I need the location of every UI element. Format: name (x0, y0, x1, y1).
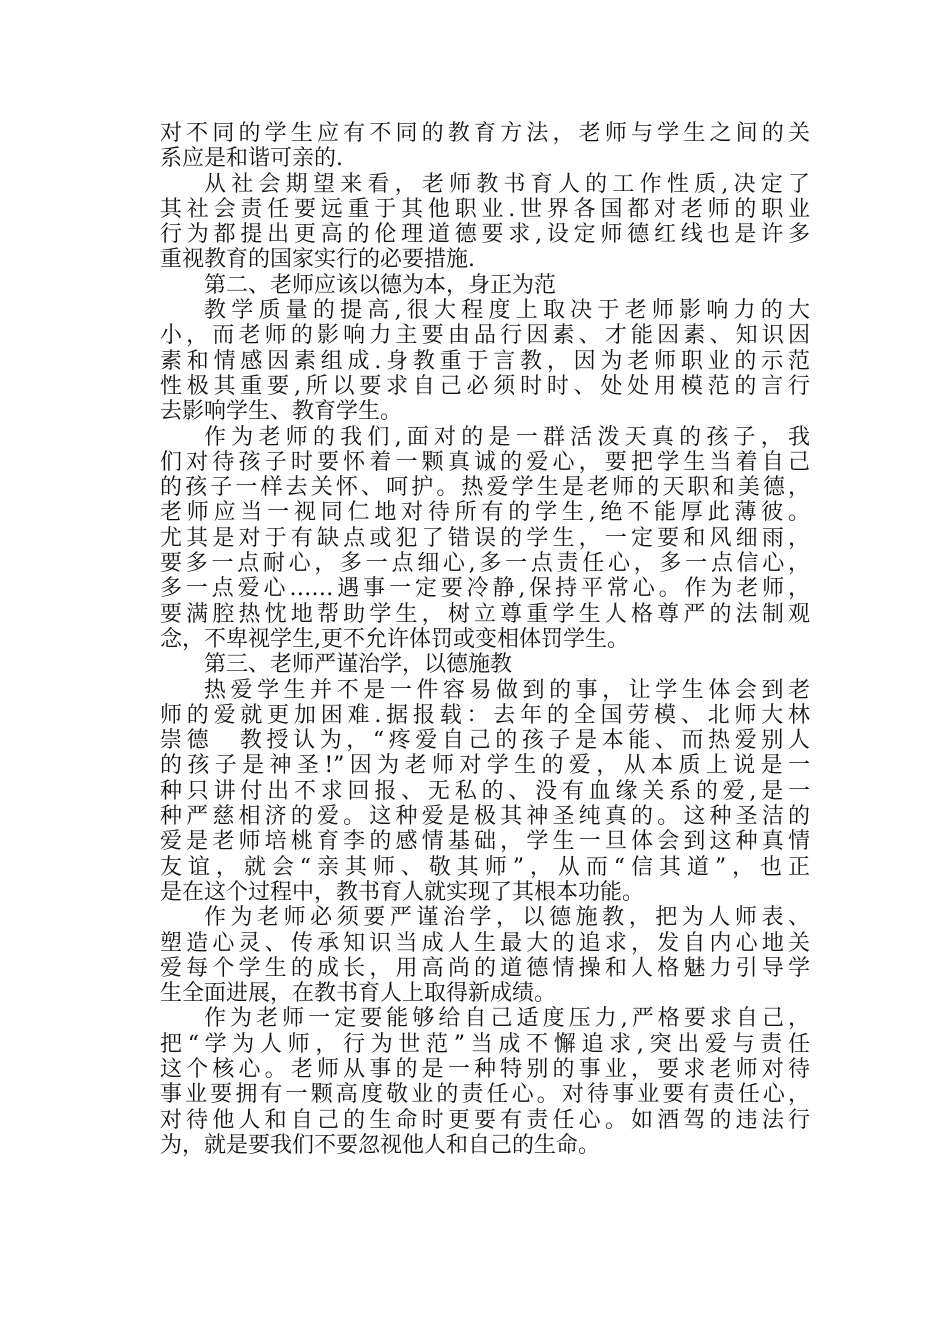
text-line: 友谊，就会“亲其师、敬其师”，从而“信其道”，也正 (160, 854, 810, 880)
text-line: 重视教育的国家实行的必要措施. (160, 247, 475, 273)
text-line: 种严慈相济的爱。这种爱是极其神圣纯真的。这种圣洁的 (160, 804, 810, 830)
text-line: 要多一点耐心，多一点细心,多一点责任心，多一点信心， (160, 551, 810, 577)
text-line: 系应是和谐可亲的. (160, 146, 343, 172)
text-line: 作为老师的我们,面对的是一群活泼天真的孩子，我 (204, 424, 810, 450)
text-line: 第三、老师严谨治学，以德施教 (204, 652, 513, 678)
text-line: 念，不卑视学生,更不允许体罚或变相体罚学生。 (160, 626, 629, 652)
text-line: 爱每个学生的成长，用高尚的道德情操和人格魅力引导学 (160, 955, 810, 981)
text-line: 崇德 教授认为，“疼爱自己的孩子是本能、而热爱别人 (160, 728, 810, 754)
text-line: 素和情感因素组成.身教重于言教，因为老师职业的示范 (160, 348, 810, 374)
text-line: 作为老师一定要能够给自己适度压力,严格要求自己， (204, 1006, 810, 1032)
text-line: 们对待孩子时要怀着一颗真诚的爱心，要把学生当着自己 (160, 449, 810, 475)
text-line: 生全面进展，在教书育人上取得新成绩。 (160, 981, 557, 1007)
body-text (160, 121, 810, 1158)
text-line: 爱是老师培桃育李的感情基础，学生一旦体会到这种真情 (160, 829, 810, 855)
text-line: 性极其重要,所以要求自己必须时时、处处用模范的言行 (160, 373, 810, 399)
text-line: 教学质量的提高,很大程度上取决于老师影响力的大 (204, 298, 810, 324)
text-line: 塑造心灵、传承知识当成人生最大的追求，发自内心地关 (160, 930, 810, 956)
text-line: 老师应当一视同仁地对待所有的学生,绝不能厚此薄彼。 (160, 500, 810, 526)
text-line: 从社会期望来看，老师教书育人的工作性质,决定了 (204, 171, 810, 197)
text-line: 是在这个过程中，教书育人就实现了其根本功能。 (160, 879, 645, 905)
text-line: 多一点爱心……遇事一定要冷静,保持平常心。作为老师， (160, 576, 810, 602)
text-line: 把“学为人师，行为世范”当成不懈追求,突出爱与责任 (160, 1031, 810, 1057)
text-line: 师的爱就更加困难.据报载：去年的全国劳模、北师大林 (160, 702, 810, 728)
text-line: 作为老师必须要严谨治学，以德施教，把为人师表、 (204, 905, 810, 931)
text-line: 要满腔热忱地帮助学生，树立尊重学生人格尊严的法制观 (160, 601, 810, 627)
text-line: 行为都提出更高的伦理道德要求,设定师德红线也是许多 (160, 222, 810, 248)
text-line: 热爱学生并不是一件容易做到的事，让学生体会到老 (204, 677, 810, 703)
text-line: 这个核心。老师从事的是一种特别的事业，要求老师对待 (160, 1056, 810, 1082)
text-line: 种只讲付出不求回报、无私的、没有血缘关系的爱,是一 (160, 778, 810, 804)
text-line: 小，而老师的影响力主要由品行因素、才能因素、知识因 (160, 323, 810, 349)
text-line: 事业要拥有一颗高度敬业的责任心。对待事业要有责任心， (160, 1082, 810, 1108)
text-line: 为，就是要我们不要忽视他人和自己的生命。 (160, 1132, 601, 1158)
text-line: 第二、老师应该以德为本，身正为范 (204, 272, 557, 298)
text-line: 其社会责任要远重于其他职业.世界各国都对老师的职业 (160, 196, 810, 222)
text-line: 对不同的学生应有不同的教育方法，老师与学生之间的关 (160, 121, 810, 146)
text-line: 去影响学生、教育学生。 (160, 399, 403, 425)
text-line: 的孩子是神圣!”因为老师对学生的爱，从本质上说是一 (160, 753, 810, 779)
text-line: 的孩子一样去关怀、呵护。热爱学生是老师的天职和美德， (160, 475, 810, 501)
text-line: 尤其是对于有缺点或犯了错误的学生，一定要和风细雨， (160, 525, 810, 551)
text-line: 对待他人和自己的生命时更要有责任心。如酒驾的违法行 (160, 1107, 810, 1133)
